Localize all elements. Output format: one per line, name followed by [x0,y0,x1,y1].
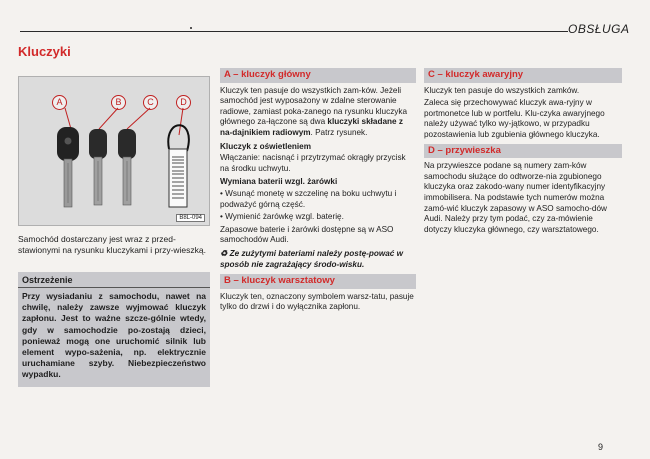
badge-c: C [143,95,158,110]
battery-step-2: • Wymienić żarówkę wzgl. baterię. [220,212,344,222]
light-key-title: Kluczyk z oświetleniem [220,141,312,151]
figure-code: B8L-094 [176,214,205,222]
warning-box [18,272,210,387]
battery-title: Wymiana baterii wzgl. żarówki [220,177,338,187]
section-c-text-1: Kluczyk ten pasuje do wszystkich zamków. [424,85,580,95]
badge-a: A [52,95,67,110]
section-b-title: B – kluczyk warsztatowy [220,274,416,289]
section-b-text: Kluczyk ten, oznaczony symbolem warsz-tatu, pasuje tylko do drzwi i do wyłącznika zapłonu. [220,291,414,312]
section-c-title: C – kluczyk awaryjny [424,68,622,83]
key-tag-icon [168,125,189,207]
emergency-key-icon [118,129,136,205]
page-number: 9 [598,442,604,452]
battery-step-1: • Wsunąć monetę w szczelinę na boku uchwytu i podważyć górną część. [220,188,397,209]
section-header: OBSŁUGA [568,22,630,36]
column-middle [220,68,416,315]
warning-text: Przy wysiadaniu z samochodu, nawet na chwilę, należy zawsze wyjmować kluczyk zapłonu. Jest to ważne szcze-gólnie wtedy, gdy w samochodzie po-zostają dzieci, ponieważ mogą one uruchomić silnik lub element wypo-sażenia, np. elektrycznie uruchamiane szyby. Niebezpieczeństwo wypadku. [22,291,206,380]
section-a-title: A – kluczyk główny [220,68,416,83]
column-right [424,68,622,237]
header-mark [190,27,192,29]
figure-caption: Samochód dostarczany jest wraz z przed-stawionymi na rysunku kluczykami i przy-wieszką. [18,234,206,255]
light-key-text: Włączanie: nacisnąć i przytrzymać okrągły przycisk na środku uchwytu. [220,153,406,173]
workshop-key-icon [89,129,107,205]
section-c-text-2: Zaleca się przechowywać kluczyk awa-ryjny w portmonetce lub w portfelu. Klu-czyka awaryjnego należy używać tylko wy-jątkowo, w przypadku pozostawienia lub zgubienia głównego kluczyka. [424,98,605,139]
badge-b: B [111,95,126,110]
battery-text: Zapasowe baterie i żarówki dostępne są w ASO samochodów Audi. [220,224,394,245]
section-a-text: Kluczyk ten pasuje do wszystkich zam-ków. Jeżeli samochód jest wyposażony w zdalne sterowanie radiowe, zamiast poka-zanego na rysunku kluczyka głównego za-łączone są dwa kluczyki składane z na-dajnikiem radiowym. Patrz rysunek. [220,85,408,137]
header-rule [20,31,568,32]
page-title: Kluczyki [18,44,71,59]
section-d-text: Na przywieszce podane są numery zam-ków samochodu służące do odtworze-nia zgubionego kluczyka oraz zakodo-wany numer identyfikacyjny immobilisera. Na podstawie tych numerów można zamó-wić kluczyk zapasowy w ASO samocho-dów Audi. Należy przy tym podać, czy za-mówienie dotyczy kluczyka głównego, czy warsztatowego. [424,161,607,234]
badge-d: D [176,95,191,110]
keys-drawing [19,77,209,225]
main-key-icon [57,127,79,207]
warning-title: Ostrzeżenie [18,272,210,288]
eco-note: ♻ Ze zużytymi bateriami należy postę-pować w sposób nie zagrażający środo-wisku. [220,248,403,269]
recycle-icon: ♻ [220,248,228,258]
section-d-title: D – przywieszka [424,144,622,159]
keys-illustration [18,76,210,226]
